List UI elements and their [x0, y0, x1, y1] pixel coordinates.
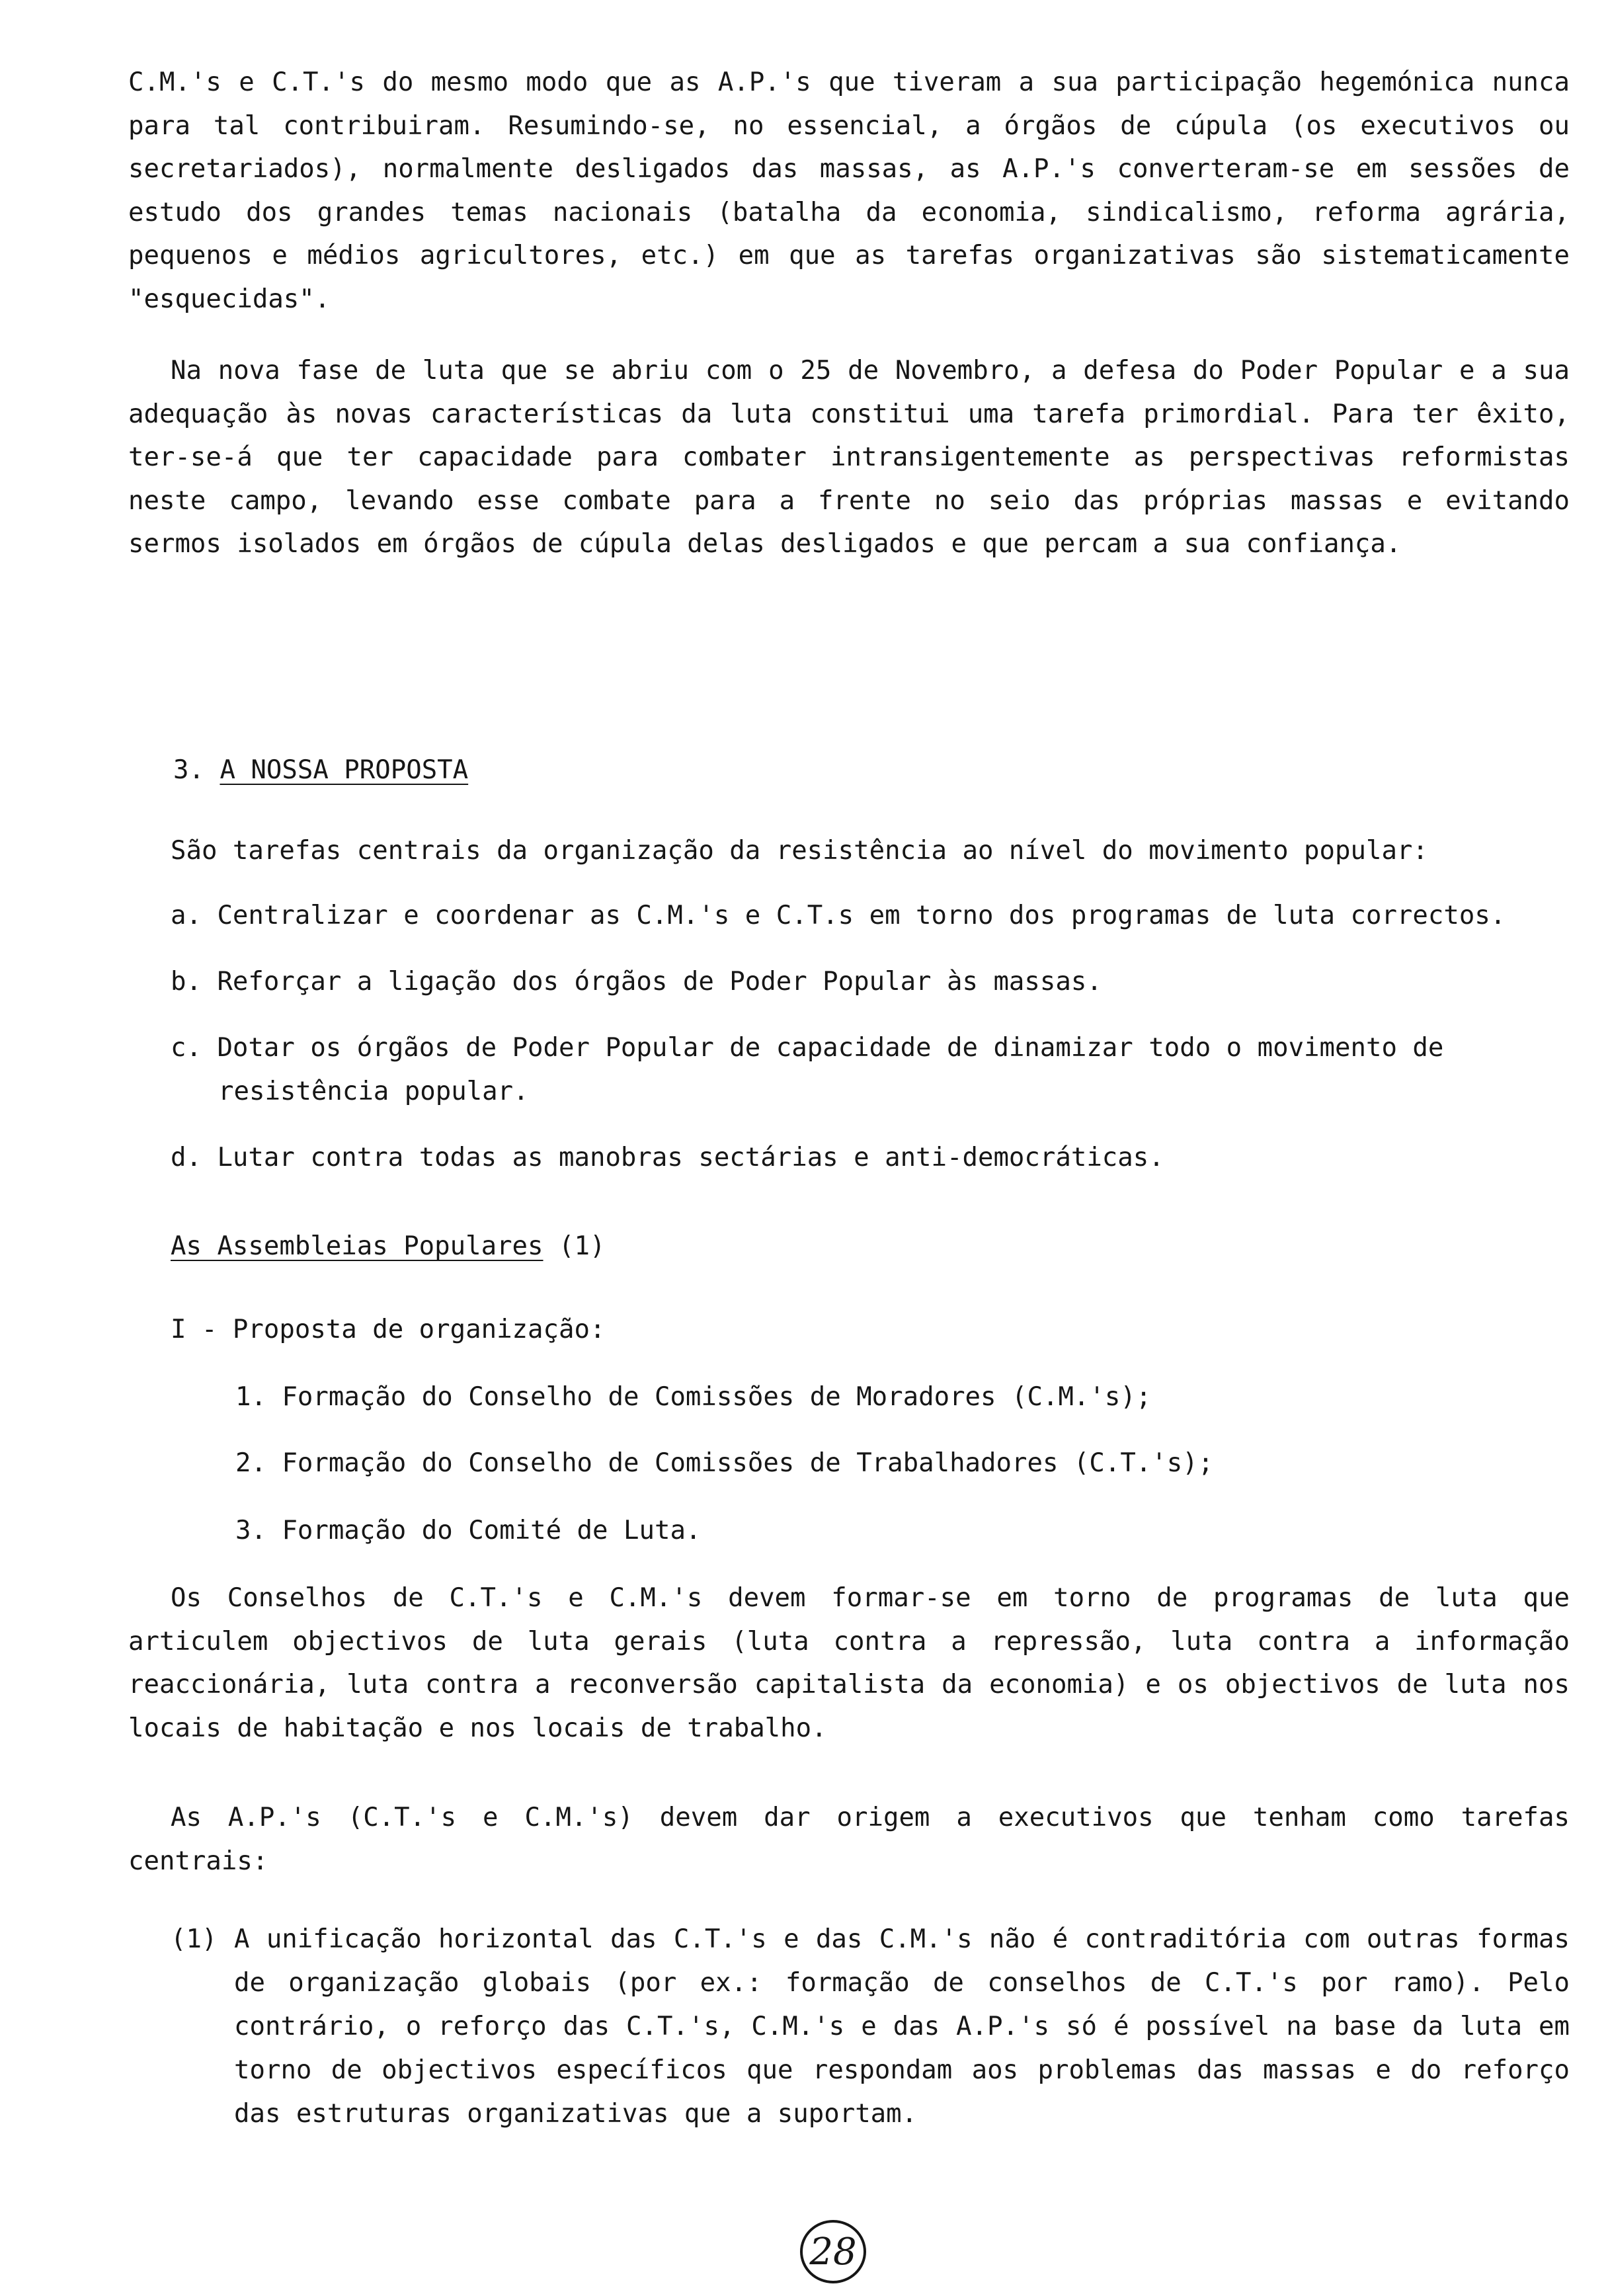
task-marker: a.: [171, 901, 202, 930]
task-marker: c.: [171, 1033, 202, 1063]
paragraph-3: Os Conselhos de C.T.'s e C.M.'s devem formar-se em torno de programas de luta que articulem objectivos de luta gerais (luta contra a repressão, luta contra a informação reaccionária, luta contra a reconversão capitalista da economia) e os objectivos de luta nos locais de habitação e nos locais de trabalho.: [128, 1583, 1570, 1743]
proposal-item-1: 1. Formação do Conselho de Comissões de Moradores (C.M.'s);: [235, 1382, 1152, 1412]
section-title: A NOSSA PROPOSTA: [220, 755, 469, 785]
section-number: 3.: [173, 755, 204, 785]
task-text: Dotar os órgãos de Poder Popular de capacidade de dinamizar todo o movimento de: [217, 1033, 1444, 1063]
page-number: 28: [809, 2231, 857, 2274]
assembleias-title: As Assembleias Populares: [171, 1231, 543, 1261]
task-item-b: [171, 960, 1102, 1003]
page-number-circle: [793, 2215, 873, 2288]
proposal-label: I - Proposta de organização:: [171, 1315, 606, 1344]
footnote-marker: (1): [171, 1924, 218, 1954]
paragraph-1: C.M.'s e C.T.'s do mesmo modo que as A.P.'s que tiveram a sua participação hegemónica nunca para tal contribuiram. Resumindo-se, no essencial, a órgãos de cúpula (os executivos ou secretariados), normalmente desligados das massas, as A.P.'s converteram-se em sessões de estudo dos grandes temas nacionais (batalha da economia, sindicalismo, reforma agrária, pequenos e médios agricultores, etc.) em que as tarefas organizativas são sistematicamente "esquecidas".: [128, 67, 1570, 314]
task-item-c: [171, 1026, 1443, 1069]
task-marker: d.: [171, 1143, 202, 1172]
paragraph-2: Na nova fase de luta que se abriu com o 25 de Novembro, a defesa do Poder Popular e a sua adequação às novas características da luta constitui uma tarefa primordial. Para ter êxito, ter-se-á que ter capacidade para combater intransigentemente as perspectivas reformistas neste campo, levando esse combate para a frente no seio das próprias massas e evitando sermos isolados em órgãos de cúpula delas desligados e que percam a sua confiança.: [128, 356, 1570, 559]
section-heading: [173, 749, 468, 792]
task-item-d: [171, 1136, 1164, 1179]
task-text: Lutar contra todas as manobras sectárias e anti-democráticas.: [217, 1143, 1164, 1172]
task-item-a: [171, 894, 1506, 937]
footnote-reference: (1): [559, 1231, 606, 1261]
proposal-item-2: 2. Formação do Conselho de Comissões de Trabalhadores (C.T.'s);: [235, 1448, 1214, 1478]
page-number-stamp: [793, 2215, 873, 2288]
task-text: Reforçar a ligação dos órgãos de Poder Popular às massas.: [217, 967, 1102, 997]
task-item-c-continuation: resistência popular.: [218, 1077, 529, 1106]
section-intro: São tarefas centrais da organização da resistência ao nível do movimento popular:: [171, 836, 1428, 866]
footnote-text: A unificação horizontal das C.T.'s e das C.M.'s não é contraditória com outras formas de organização globais (por ex.: formação de conselhos de C.T.'s por ramo). Pelo contrário, o reforço das C.T.'s, C.M.'s e das A.P.'s só é possível na base da luta em torno de objectivos específicos que respondam aos problemas das massas e do reforço das estruturas organizativas que a suportam.: [234, 1924, 1570, 2129]
paragraph-4: As A.P.'s (C.T.'s e C.M.'s) devem dar origem a executivos que tenham como tarefas centrais:: [128, 1803, 1570, 1876]
task-text: Centralizar e coordenar as C.M.'s e C.T.s em torno dos programas de luta correctos.: [217, 901, 1506, 930]
task-marker: b.: [171, 967, 202, 997]
proposal-item-3: 3. Formação do Comité de Luta.: [235, 1516, 702, 1545]
assembleias-heading: [171, 1225, 605, 1268]
